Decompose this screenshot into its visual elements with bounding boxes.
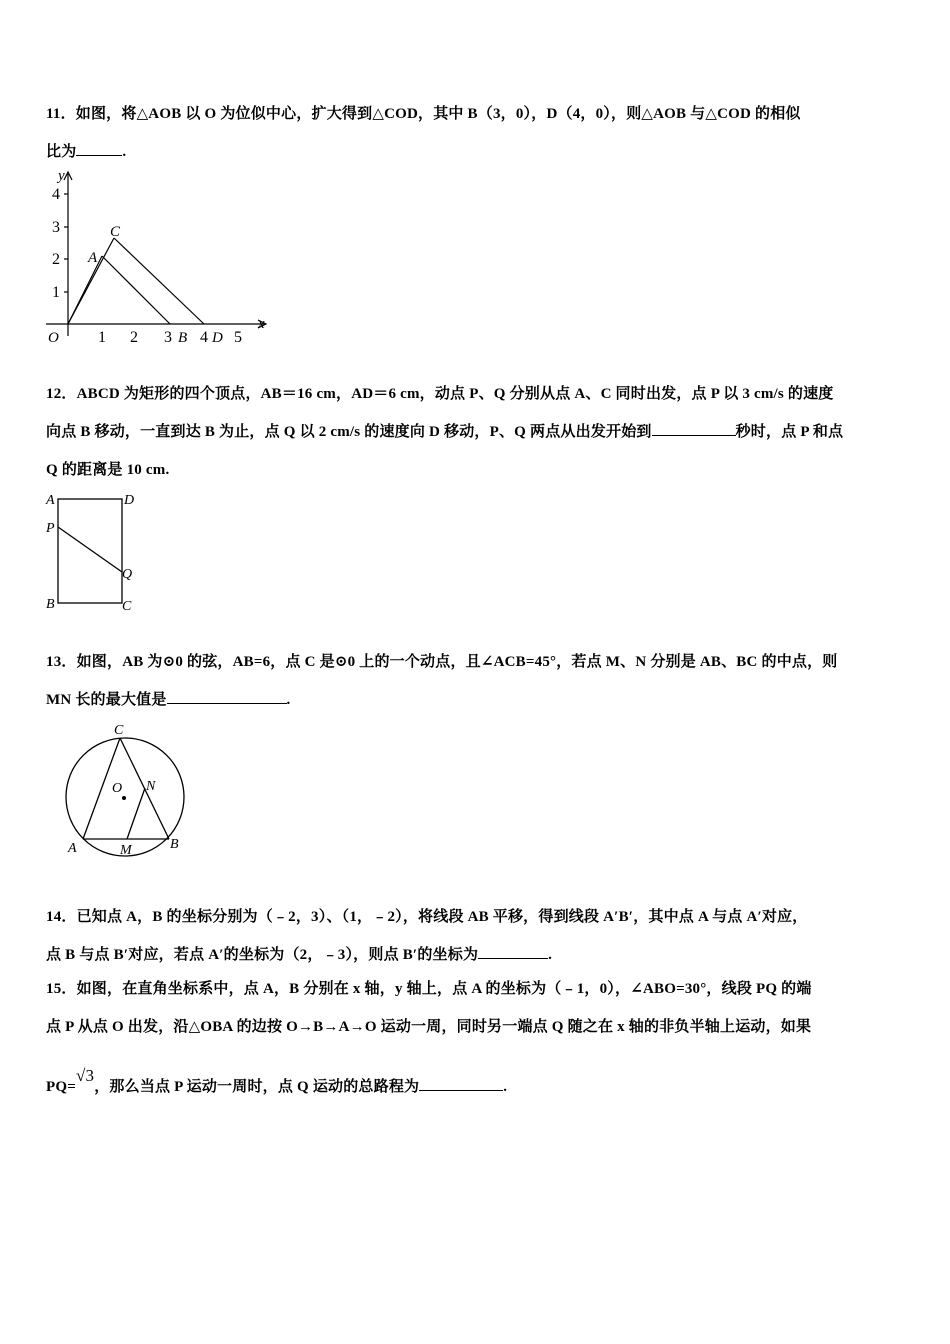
q13-line1: 13．如图，AB 为⊙0 的弦，AB=6，点 C 是⊙0 上的一个动点，且∠ACB=45°，若点 M、N 分别是 AB、BC 的中点，则	[46, 654, 838, 670]
q15-line1: 15．如图，在直角坐标系中，点 A，B 分别在 x 轴，y 轴上，点 A 的坐标为（﹣1，0），∠ABO=30°，线段 PQ 的端	[46, 981, 812, 997]
q11-line2-post: .	[122, 144, 127, 160]
q15-answer-blank	[419, 1076, 503, 1091]
q15-line3	[46, 1066, 508, 1096]
y-axis-label: y	[58, 168, 65, 184]
q14-line2-post: .	[548, 947, 553, 963]
q14-line2-pre: 点 B 与点 B′对应，若点 A′的坐标为（2，﹣3），则点 B′的坐标为	[46, 947, 479, 963]
label-c: C	[114, 723, 124, 738]
sqrt-three: √3	[75, 1066, 95, 1085]
label-d: D	[124, 493, 135, 508]
label-q: Q	[122, 567, 133, 582]
x-tick-4: 4	[200, 329, 208, 346]
label-b: B	[170, 837, 179, 852]
q12-line2-post: 秒时，点 P 和点	[735, 424, 844, 440]
label-a: A	[68, 841, 77, 856]
x-axis-label: x	[258, 316, 265, 332]
q15-line3-pre: PQ=	[46, 1079, 76, 1095]
center-dot	[122, 796, 126, 800]
q14-answer-blank	[478, 944, 548, 959]
x-tick-5: 5	[234, 329, 242, 346]
q14-line1: 14．已知点 A，B 的坐标分别为（﹣2，3）、（1，﹣2），将线段 AB 平移，得到线段 A′B′，其中点 A 与点 A′对应，	[46, 909, 808, 925]
point-b-label: B	[178, 330, 188, 346]
x-tick-3: 3	[164, 329, 172, 346]
segment-ab	[102, 256, 170, 324]
segment-pq	[58, 527, 122, 572]
label-p: P	[46, 521, 55, 536]
origin-label: O	[48, 330, 59, 346]
q13-line2-pre: MN 长的最大值是	[46, 692, 167, 708]
q13-answer-blank	[167, 689, 287, 704]
q13-circle-figure	[60, 718, 196, 862]
label-b: B	[46, 597, 55, 612]
q11-line1: 11．如图，将△AOB 以 O 为位似中心，扩大得到△COD，其中 B（3，0），D（4，0），则△AOB 与△COD 的相似	[46, 106, 801, 122]
label-o: O	[112, 781, 123, 796]
q12-line3: Q 的距离是 10 cm.	[46, 462, 170, 478]
label-n: N	[146, 779, 156, 794]
y-tick-1: 1	[52, 284, 60, 301]
x-tick-2: 2	[130, 329, 138, 346]
point-c-label: C	[110, 224, 121, 240]
label-a: A	[46, 493, 55, 508]
segment-mn	[127, 788, 145, 839]
label-m: M	[120, 843, 132, 858]
q15-line3-mid: ，那么当点 P 运动一周时，点 Q 运动的总路程为	[94, 1079, 420, 1095]
rectangle-abcd	[58, 499, 122, 603]
point-d-label: D	[212, 330, 223, 346]
q14-line2	[46, 943, 552, 964]
q12-rectangle-figure	[44, 490, 144, 614]
q12-answer-blank	[652, 421, 736, 436]
q12-line2	[46, 420, 843, 441]
y-tick-4: 4	[52, 186, 60, 203]
y-tick-2: 2	[52, 251, 60, 268]
y-tick-3: 3	[52, 219, 60, 236]
q12-line1: 12．ABCD 为矩形的四个顶点，AB＝16 cm，AD＝6 cm，动点 P、Q 分别从点 A、C 同时出发，点 P 以 3 cm/s 的速度	[46, 386, 834, 402]
label-c: C	[122, 599, 132, 614]
q11-answer-blank	[76, 141, 122, 156]
q15-line3-post: .	[503, 1079, 508, 1095]
x-tick-1: 1	[98, 329, 106, 346]
q15-line2: 点 P 从点 O 出发，沿△OBA 的边按 O→B→A→O 运动一周，同时另一端点 Q 随之在 x 轴的非负半轴上运动，如果	[46, 1019, 812, 1035]
q11-coordinate-graph	[44, 166, 274, 348]
q11-line2	[46, 140, 126, 161]
q13-line2-post: .	[286, 692, 291, 708]
q11-line2-pre: 比为	[46, 144, 77, 160]
q13-line2	[46, 688, 291, 709]
q12-line2-pre: 向点 B 移动，一直到达 B 为止，点 Q 以 2 cm/s 的速度向 D 移动，P、Q 两点从出发开始到	[46, 424, 652, 440]
point-a-label: A	[88, 250, 98, 266]
